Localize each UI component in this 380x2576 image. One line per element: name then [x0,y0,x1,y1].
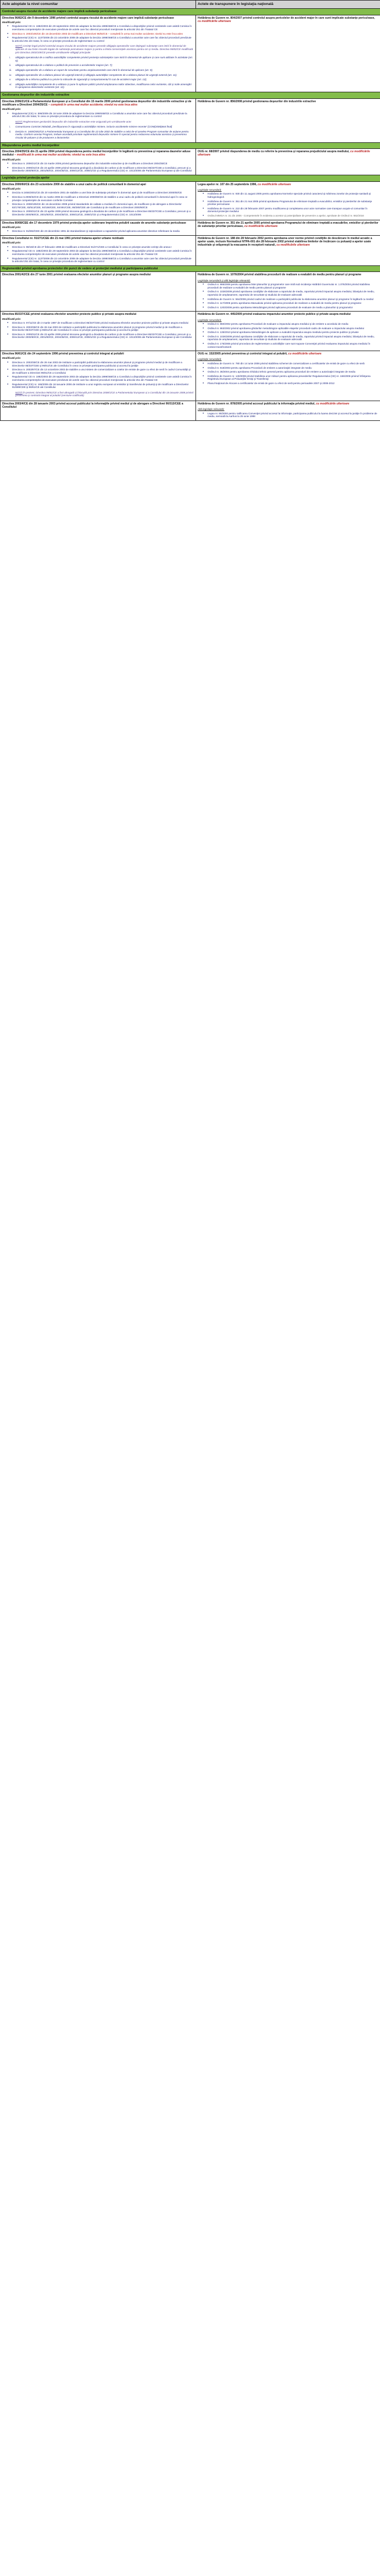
eu-act-title-text: Directiva 2001/42/CE din 27 iunie 2001 privind evaluarea efectelor anumitor planuri şi programe asupra mediului [2,273,151,277]
national-act-title-text: OUG nr. 68/2007 privind răspunderea de mediu cu referire la prevenirea şi repararea prejudiciului asupra mediului, [198,150,350,154]
note-paragraph [15,391,194,397]
eu-act-title-text: Directiva 85/337/CEE privind evaluarea efectelor anumitor proiecte publice şi private asupra mediului [2,313,137,317]
table-row [1,98,380,142]
eu-act-title-note: – completă în urma mai multor accidente; nivelul nu este înca atins [48,103,138,107]
section-heading [1,142,380,149]
eu-act-title [2,352,194,356]
eu-act-title [2,237,194,240]
secondary-legislation-item: ● Hotărârea de Guvern nr. 351 din 21 mai 2005 privind aprobarea Programului de eliminare treptată a evacuărilor, emisiilor şi pierderilor de substanţe prioritar periculoase [208,200,378,206]
national-act-cell [196,272,380,312]
secondary-legislation-item: ● Ordinul nr. 175/2005 privind procedura de reglementare a activităţilor care sunt supuse Convenţiei privind evaluarea impactului asupra mediului în context transfrontieră [208,342,378,348]
amendment-item: ● Regulamentul (CE) nr. 1137/2008 din 22 octombrie 2008 de adaptare la Decizia 1999/468/CE a Consiliului a anumitor acte care fac obiectul procedurii prevăzute la articolul 251 din tratat, în ceea ce priveşte procedura de reglementare cu control [12,36,194,42]
secondary-legislation-item: ● Hotărârea de Guvern nr. 564/2006 privind cadrul de realizare a participării publicului la elaborarea anumitor planuri şi programe în legătură cu mediul [208,298,378,301]
eu-act-title-note: – modificată în urma mai multor accidente; nivelul nu este înca atins [14,153,105,157]
section-heading-text: Controlul asupra riscului de accidente majore care implică substanţe periculoase [2,10,117,14]
secondary-legislation-item: ● Ordinul nr. 1026/2009 privind aprobarea condiţiilor de elaborare a raportului de mediu, raportului privind impactul asupra mediului, bilanţului de mediu, raportului de amplasament, raportului de securitate şi studiului de evaluare adecvată [208,290,378,296]
eu-act-title [2,16,194,20]
obligation-text: obligaţia operatorului de a notifica autorităţilor competente privind prezenţa substanţelor care intră în domeniul de aplicare şi care sunt utilizate în activitate (art. 6); [15,56,193,62]
legislation-document [0,0,380,421]
table-row [1,312,380,351]
amendments-list [2,191,194,216]
amendment-item: ● Directiva nr.2008/32/CE din 11 martie 2008 de modificare a Directivei 2000/60/CE de stabilire a unui cadru de politică comunitară în domeniul apei în ceea ce priveşte competenţele de executare conferite Comisiei [12,196,194,202]
national-act-title-text: Hotărârea de Guvern nr. 856/2008 privind gestionarea deşeurilor din industriile extractive [198,99,316,103]
obligation-number: iii. [9,68,12,71]
national-act-cell [196,235,380,265]
national-act-title-note: cu modificările ulterioare [258,182,291,186]
eu-act-title-text: Directiva 96/82/CE din 9 decembrie 1996 privind controlul asupra riscului de accidente majore care implică substanţe periculoase [2,16,174,20]
national-act-title-text: OUG nr. 152/2005 privind prevenirea şi controlul integrat al poluării, [198,352,288,356]
note-label: NOTĂ [15,45,23,48]
secondary-legislation-item: ● Ordinul nr. 117/2006 pentru aprobarea Manualului privind aplicarea procedurii de realizare a evaluării de mediu pentru planuri şi programe [208,302,378,305]
section-heading-text: Gestionarea deşeurilor din industriile extractive [2,93,70,97]
obligation-number: i. [9,56,11,59]
header-eu-acts: Acte adoptate la nivel comunitar [1,1,196,9]
secondary-legislation-item: ● Ordinul nr. 860/2002 pentru aprobarea Procedurii de evaluare a impactului asupra mediului şi de emitere a acordului de mediu [208,323,378,326]
section-heading [1,92,380,98]
table-header-row [1,1,380,9]
table-row [1,235,380,265]
national-act-title-text: Hotărârea de Guvern nr. 188 din 28 februarie 2002 pentru aprobarea unor norme privind condiţiile de descărcare în mediul acvatic a apelor uzate, inclusiv Normativul NTPA-001 din 28 februarie 2002 privind stabilirea limitelor de încărcare cu poluanţi a apelor uzate industriale şi orăşeneşti la evacuarea în receptorii naturali, [198,236,372,247]
secondary-legislation-item: ● Ordinul nr. 36/2004 pentru aprobarea Ghidului tehnic general pentru aplicarea procedurii de emitere a autorizaţiei integrate de mediu [208,370,378,374]
secondary-legislation-heading: Legislaţie secundară: [198,188,222,191]
secondary-legislation-item: ● Ordinul nr. 995/2006 pentru aprobarea listei planurilor şi programelor care intră sub incidenţa Hotărârii Guvernului nr. 1.076/2004 privind stabilirea procedurii de realizare a evaluării de mediu pentru planuri şi programe [208,283,378,289]
eu-act-cell [1,149,196,175]
national-act-title [198,16,378,23]
note-text: Reglementare gestionării deşeurilor din industriile extractive este asigurată prin următoarele acte: [23,120,132,123]
amendments-list [2,162,194,173]
section-heading [1,265,380,272]
national-act-title [198,402,378,406]
section-heading-row [1,175,380,182]
modified-by-label: Modificată prin: [2,225,21,229]
national-act-title-note: cu modificările ulterioare [244,224,278,228]
amendment-item: ● Regulamentul (CE) nr. 1137/2008 din 22 octombrie 2008 de adaptare la Decizia 1999/468/CE a Consiliului a anumitor acte care fac obiectul procedurii prevăzute la articolul 251 din tratat, în ceea ce priveşte procedura de reglementare cu control [12,257,194,263]
secondary-legislation-item: ● Hotărârea de Guvern nr. 780 din 14 iunie 2006 privind stabilirea schemei de comercializare a certificatelor de emisii de gaze cu efect de seră [208,362,378,365]
obligation-number: ii. [9,130,12,133]
amendments-list [2,246,194,263]
eu-act-cell [1,220,196,235]
national-act-title-note: cu modificările ulterioare [198,150,370,157]
eu-act-title-text: Directiva 2004/35/CE din 21 aprilie 2004 privind răspunderea pentru mediul înconjurător în legătură cu prevenirea şi repararea daunelor aduse mediului [2,150,191,157]
secondary-legislation-item: ● Legea nr. 86/2000 pentru ratificarea Convenţiei privind accesul la informaţie, participarea publicului la luarea deciziei şi accesul la justiţie în probleme de mediu, semnată la Aarhus la 25 iunie 1998 [208,412,378,418]
legislation-table [0,0,380,421]
eu-act-title [2,150,194,157]
note-text: În prezent, Directiva 96/61/CE a fost abrogată şi înlocuită prin Directiva 2008/1/CE a Parlamentului European şi a Consiliului din 15 ianuarie 2008 privind prevenirea şi controlul integrat al poluării (versiune codificată) [15,391,194,397]
header-national-acts: Actele de transpunere în legislaţia naţională [196,1,380,9]
national-act-title-text: Hotărârea de Guvern nr. 351 din 21 aprilie 2005 privind aprobarea Programului de eliminare treptată a evacuărilor, emisiilor şi pierderilor de substanţe prioritar periculoase, [198,221,378,228]
modified-by-label: Modificată prin: [2,158,21,161]
secondary-legislation-item: ● Ordinul nr. 1026/2009 privind aprobarea condiţiilor de elaborare a raportului de mediu, raportului privind impactul asupra mediului, bilanţului de mediu, raportului de amplasament, raportului de securitate şi studiului de evaluare adecvată [208,335,378,341]
eu-act-cell [1,272,196,312]
obligation-text: Comunicarea Comisiei intitulată „Desfăşurarea în siguranţă a activităţilor miniere, inclusiv accidentele miniere recente” [COM(2000)664 final] [15,125,172,129]
amendment-item: ● Directiva nr. 2003/105/CE din 16 decembrie 2003 de modificare a Directivei 96/82/CE – completă în urma mai multor accidente; nivelul nu este înca atins [12,32,194,36]
obligation-number: ii. [9,64,12,67]
amendment-item: ● Directiva nr. 98/15/CE din 27 februarie 1998 de modificare a Directivei 91/271/CEE a Consiliului în ceea ce priveşte anumite cerinţe din anexa I [12,246,194,249]
eu-act-title-text: Directiva 2000/60/CE din 23 octombrie 2000 de stabilire a unui cadru de politică comunitară în domeniul apei [2,182,146,186]
eu-act-title [2,273,194,276]
amendment-item: ● Decizia nr.2455/2001/CE din 20 noiembrie 2001 de stabilire a unei liste de substanţe prioritare în domeniul apei şi de modificare a Directivei 2000/60/CE [12,191,194,195]
amendment-item: ● Directiva nr. 2006/21/CE din 15 martie 2006 privind gestionarea deşeurilor din industriile extractive şi de modificare a Directivei 2004/35/CE [12,162,194,165]
secondary-legislation-item: ● Ordinul nr. 818/2003 pentru aprobarea Procedurii de emitere a autorizaţiei integrate de mediu [208,367,378,370]
eu-act-title-text: Directiva 2006/21/CE a Parlamentului European şi a Consiliului din 15 martie 2006 privind gestionarea deşeurilor din industriile extractive şi de modificare a Directivei 2004/35/CE [2,99,192,107]
national-act-title-text: Legea apelor nr. 107 din 25 septembrie 1996, [198,182,257,186]
secondary-legislation-list [198,323,378,348]
secondary-legislation-item: ● Ordinul nr. 135/2010 privind aprobarea Metodologiei de aplicare a evaluării impactului asupra mediului pentru proiecte publice şi private [208,331,378,334]
secondary-legislation-item: ● Ordinul nr. 863/2002 privind aprobarea ghidurilor metodologice aplicabile etapelor procedurii-cadru de evaluare a impactului asupra mediului [208,327,378,330]
eu-act-cell [1,401,196,420]
secondary-legislation-heading: Altă legislaţie relevantă: [198,408,225,411]
amendment-item: ● Regulamentul (CE) nr. 166/2006 din 18 ianuarie 2006 de instituire a unui registru european al emisiilor şi transferului de poluanţi şi de modificare a Directivelor 91/689/CEE şi 96/61/CE ale Consiliului [12,383,194,389]
national-act-cell [196,149,380,175]
amendment-item: ● Directiva nr. 2009/31/CE din 23 aprilie 2009 privind stocarea geologică a dioxidului de carbon şi de modificare a Directivei 85/337/CEE a Consiliului, precum şi a Directivelor 2000/60/CE, 2001/80/CE, 2004/35/CE, 2006/12/CE, 2008/1/CE şi a Regulamentului (CE) nr. 1013/2006 ale Parlamentului European şi ale Consiliului [12,333,194,339]
secondary-legislation-list [198,412,378,418]
amendments-list [2,230,194,233]
eu-act-cell [1,235,196,265]
table-row [1,181,380,220]
amendment-item: ● Directiva nr. 2003/35/CE din 26 mai 2003 de instituire a participării publicului la elaborarea anumitor planuri şi programe privind mediul şi de modificare a Directivelor 85/337/CEE şi 96/61/CE ale Consiliului în ceea ce priveşte participarea publicului şi accesul la justiţie [12,326,194,332]
table-row [1,15,380,92]
section-heading-row [1,142,380,149]
section-heading [1,9,380,15]
secondary-legislation-item: ● Ordinul MMGA nr. 31 din 2006 - Competentele în evidenta a acestor şi potenţialitate de prevenire a apelor, aprobate de Ordinul nr. 662/2016 [208,214,378,218]
section-heading-text: Reglementări privind aprobarea proiectelor din punct de vedere al protecţiei mediului şi participarea publicului [2,267,158,270]
eu-act-title-text: Directiva 96/61/CE din 24 septembrie 1996 privind prevenirea şi controlul integrat al poluării [2,352,124,356]
table-row [1,401,380,420]
obligations-list [2,125,194,139]
table-row [1,351,380,401]
obligation-text: obligaţia operatorului de a elabora o politică de prevenire a accidentelor majore (art. 7); [15,64,113,67]
national-act-cell [196,312,380,351]
modified-by-label: Modificată prin: [2,187,21,190]
eu-act-cell [1,351,196,401]
note-text: Cerinţe legal privind controlul asupra riscului de accidente majore prevede obligaţia operatorilor care deţinguiri substanţe care intră în domeniul de aplicare al sau foste riscurile legate de substanţe periculoase majore şi pentru a limita consecinţele acestora pentru om şi mediu. Directiva 96/82/CE modificată prin Directiva 2003/105/CE prevede următoarele obligaţii principale: [15,45,193,54]
eu-act-title [2,100,194,107]
national-act-title-text: Hotărârea de Guvern nr. 878/2005 privind accesul publicului la informaţia privind mediul, [198,402,316,406]
note-label: NOTĂ [15,391,23,394]
secondary-legislation-item: ● Hotărârea de Guvern nr. 930 din 11 august 2005 pentru aprobarea Normelor speciale privind caracterul şi mărimea zonelor de protecţie sanitară şi hidrogeologică [208,192,378,198]
national-act-title-note: cu modificările ulterioare [288,352,322,356]
national-act-title [198,100,378,103]
amendment-item: ● Directiva nr. 91/692/CEE din 23 decembrie 1991 de standardizare şi raţionalizare a rapoartelor privind aplicarea anumitor directive referitoare la mediu [12,230,194,233]
modified-by-label: Modificată prin: [2,107,21,110]
obligation-item [9,82,194,89]
amendment-item: ● Regulamentul CE nr. 1882/2003 din 29 septembrie 2003 de adaptare la Decizia 1999/468/CE a Consiliului a dispoziţiilor privind comitetele care asistă Comisia în exercitarea competenţelor de executare prevăzute de actele care fac obiectul procedurii menţionate la articolul 251 din Tratatul CE [12,375,194,381]
amendment-item: ● Directiva nr. 2008/105/CE din 16 decembrie 2008 privind standardele de calitate a mediului în domeniul apei, de modificare şi de abrogare a Directivelor 82/176/CEE, 83/513/CEE, 84/156/CEE, 84/491/CEE, 86/280/CEE ale Consiliului şi de modificare a Directivei 2000/60/CE [12,203,194,209]
secondary-legislation-heading: Legislaţie secundară şi altă legislaţie relevantă: [198,279,251,282]
amendments-list [2,25,194,42]
national-act-cell [196,98,380,142]
note-paragraph [15,120,194,124]
obligation-text: obligaţia operatorilor de a elabora un raport de securitate pentru amplasamentele care intră în domeniul de aplicare (art. 9); [15,68,153,71]
amendment-item: ● Regulamentul (CE) nr. 596/2009 din 18 iunie 2009 de adaptare la Decizia 1999/468/CE a Consiliului a anumitor acte care fac obiectul procedurii prevăzute la articolul 251 din tratat, în ceea ce priveşte procedura de reglementare cu control [12,112,194,118]
eu-act-title [2,402,194,409]
obligation-text: Decizia nr. 1600/2002/CE a Parlamentului European şi a Consiliului din 22 iulie 2002 de stabilire a celui de-al şaselea Program comunitar de acţiune pentru mediu. Conform acestui Program, trebuie acordată prioritate suplimentară deşeurilor miniere în special pentru reducerea volumului acestora şi prevenirea riscului de poluare şi de producere a dezastrelor. [15,130,189,140]
eu-act-title-text: Directiva 80/68/CEE din 17 decembrie 1979 privind protecţia apelor subterane împotriva poluării cauzate de anumite substanţe periculoase [2,221,186,225]
national-act-cell [196,220,380,235]
amendment-item: ● Regulamentul CE nr. 1882/2003 din 29 septembrie 2003 de adaptare la Decizia 1999/468/CE a Consiliului a dispoziţiilor privind comitetele care asistă Comisia în exercitarea competenţelor de executare prevăzute de actele care fac obiectul procedurii menţionate la articolul 251 din Tratatul CE [12,249,194,256]
national-act-title-note: cu modificările ulterioare [198,19,231,23]
obligation-item [9,64,194,67]
obligation-number: iv. [9,73,12,76]
secondary-legislation-item: ● Planul Naţional de Alocare a certificatelor de emisii de gaze cu efect de seră pentru perioadele 2007 şi 2008-2012 [208,382,378,385]
amendments-list [2,112,194,118]
obligation-item [9,130,194,140]
obligation-text: obligaţia operatorilor de a elabora planuri de urgenţă internă şi obligaţia autorităţilor competente de a elabora planuri de urgenţă externă (art. 11); [15,73,177,76]
eu-act-title [2,183,194,186]
modified-by-label: Modificată prin: [2,20,21,24]
obligations-list [2,56,194,89]
obligation-item [9,68,194,72]
obligation-number: i. [9,125,11,129]
obligation-item [9,56,194,62]
obligation-number: v. [9,78,12,81]
eu-act-title-text: Directiva 2003/4/CE din 28 ianuarie 2003 privind accesul publicului la informaţiile privind mediul şi de abrogare a Directivei 90/313/CEE a Consiliului [2,402,183,409]
obligation-number: vi. [9,82,12,86]
section-heading-text: Răspunderea pentru mediul înconjurător [2,143,60,147]
obligation-item [9,73,194,77]
section-heading-row [1,9,380,15]
modified-by-label: Modificată prin: [2,317,21,320]
obligation-text: obligaţia de a informa publicul cu privire la măsurile de siguranţă şi comportamentul în caz de accident major (art. 13); [15,78,147,81]
national-act-title-text: Hotărârea de Guvern nr. 804/2007 privind controlul asupra pericolelor de accident major în care sunt implicate substanţe periculoase, [198,16,375,20]
secondary-legislation-list [198,192,378,217]
secondary-legislation-item: ● Hotărârea de Guvern nr. 210 din 28 februarie 2007 pentru modificarea şi completarea unor acte normative care transpun acquis-ul comunitar în domeniul protecţiei mediului [208,207,378,213]
national-act-title [198,237,378,247]
amendment-item: ● Directiva nr. 2009/31/CE din 23 aprilie 2009 privind stocarea geologică a dioxidului de carbon şi de modificare a Directivei 85/337/CEE a Consiliului, precum şi a Directivelor 2000/60/CE, 2001/80/CE, 2004/35/CE, 2006/12/CE, 2008/1/CE şi a Regulamentului (CE) nr. 1013/2006 ale Parlamentului European şi ale Consiliului [12,166,194,173]
table-row [1,272,380,312]
amendments-list [2,321,194,339]
secondary-legislation-item: ● Ordinul nr. 1203/2006 pentru aprobarea Metodologiei privind aplicarea procedurii de evaluare de mediu a planurilor şi programelor [208,306,378,309]
eu-act-title-text: Directiva Consiliului nr. 91/271/CEE din 21 mai 1991 privind tratarea apelor urbane reziduale [2,236,124,240]
table-row [1,149,380,175]
national-act-title-note: cu modificările ulterioare [316,402,350,406]
note-label: NOTĂ [15,120,23,123]
section-heading-text: Legislaţia privind protecţia apelor [2,176,50,180]
national-act-title [198,221,378,228]
national-act-title-text: Hotărârea de Guvern nr. 445/2009 privind evaluarea impactului anumitor proiecte publice şi private asupra mediului [198,313,351,317]
note-paragraph [15,45,194,54]
section-heading-row [1,265,380,272]
obligation-item [9,125,194,129]
obligation-text: obligaţia autorităţilor competente de a elabora şi pune în aplicare politici privind amplasarea noilor obiective, modificarea celor existente, cât şi noile amenajări în apropierea obiectivelor existente (art. 12). [15,82,192,89]
national-act-cell [196,15,380,92]
national-act-cell [196,181,380,220]
national-act-title [198,273,378,276]
modified-by-label: Modificată prin: [2,241,21,245]
national-act-title [198,183,378,186]
amendments-list [2,361,194,389]
national-act-cell [196,401,380,420]
section-heading [1,175,380,182]
national-act-title-text: Hotărârea de Guvern nr. 1076/2004 privind stabilirea procedurii de realizare a evaluării de mediu pentru planuri şi programe [198,273,361,277]
national-act-title-note: cu modificările ulterioare [276,243,310,247]
table-body [1,9,380,421]
eu-act-title [2,313,194,316]
amendment-item: ● Regulamentul CE nr. 1882/2003 din 29 septembrie 2003 de adaptare la Decizia 1999/468/CE a Consiliului a dispoziţiilor privind comitetele care asistă Comisia în exercitarea competenţelor de executare prevăzute de actele care fac obiectul procedurii menţionate la articolul 251 din Tratatul CE [12,25,194,31]
eu-act-cell [1,181,196,220]
amendment-item: ● Directiva nr. 2009/31/CE din 23 aprilie 2009 privind stocarea geologică a dioxidului de carbon şi de modificare a Directivei 85/337/CEE a Consiliului, precum şi a Directivelor 2000/60/CE, 2001/80/CE, 2004/35/CE, 2006/12/CE, 2008/1/CE şi a Regulamentului (CE) nr. 1013/2006 [12,210,194,216]
secondary-legislation-list [198,362,378,385]
secondary-legislation-list [198,283,378,309]
table-row [1,220,380,235]
national-act-title [198,150,378,157]
section-heading-row [1,92,380,98]
eu-act-title [2,221,194,225]
secondary-legislation-heading: Legislaţie secundară: [198,358,222,361]
amendment-item: ● Directiva nr. 97/11/CE din 3 martie 1997 de modificare a Directivei 85/337/CEE privind evaluarea efectelor anumitor proiecte publice şi private asupra mediului [12,321,194,325]
amendment-item: ● Directiva nr. 2003/35/CE din 26 mai 2003 de instituire a participării publicului la elaborarea anumitor planuri şi programe privind mediul şi de modificare a Directivelor 85/337/CEE şi 96/61/CE ale Consiliului în ceea ce priveşte participarea publicului şi accesul la justiţie [12,361,194,367]
national-act-cell [196,351,380,401]
obligation-item [9,78,194,81]
eu-act-cell [1,15,196,92]
eu-act-cell [1,98,196,142]
amendment-item: ● Directiva nr. 2003/87/CE din 13 octombrie 2003 de stabilire a unui sistem de comercializare a cotelor de emisie de gaze cu efect de seră în cadrul Comunităţii şi de modificare a Directivei 96/61/CE a Consiliului [12,368,194,374]
eu-act-cell [1,312,196,351]
modified-by-label: Modificată prin: [2,357,21,360]
national-act-title [198,352,378,356]
national-act-title [198,313,378,316]
secondary-legislation-item: ● Hotărârea de Guvern nr. 140/2008 privind stabilirea unor măsuri pentru aplicarea prevederilor Regulamentului (CE) nr. 166/2006 privind înfiinţarea Registrului European al Poluanţilor Emişi şi Transferaţi [208,375,378,381]
secondary-legislation-heading: Legislaţie secundară: [198,318,222,321]
